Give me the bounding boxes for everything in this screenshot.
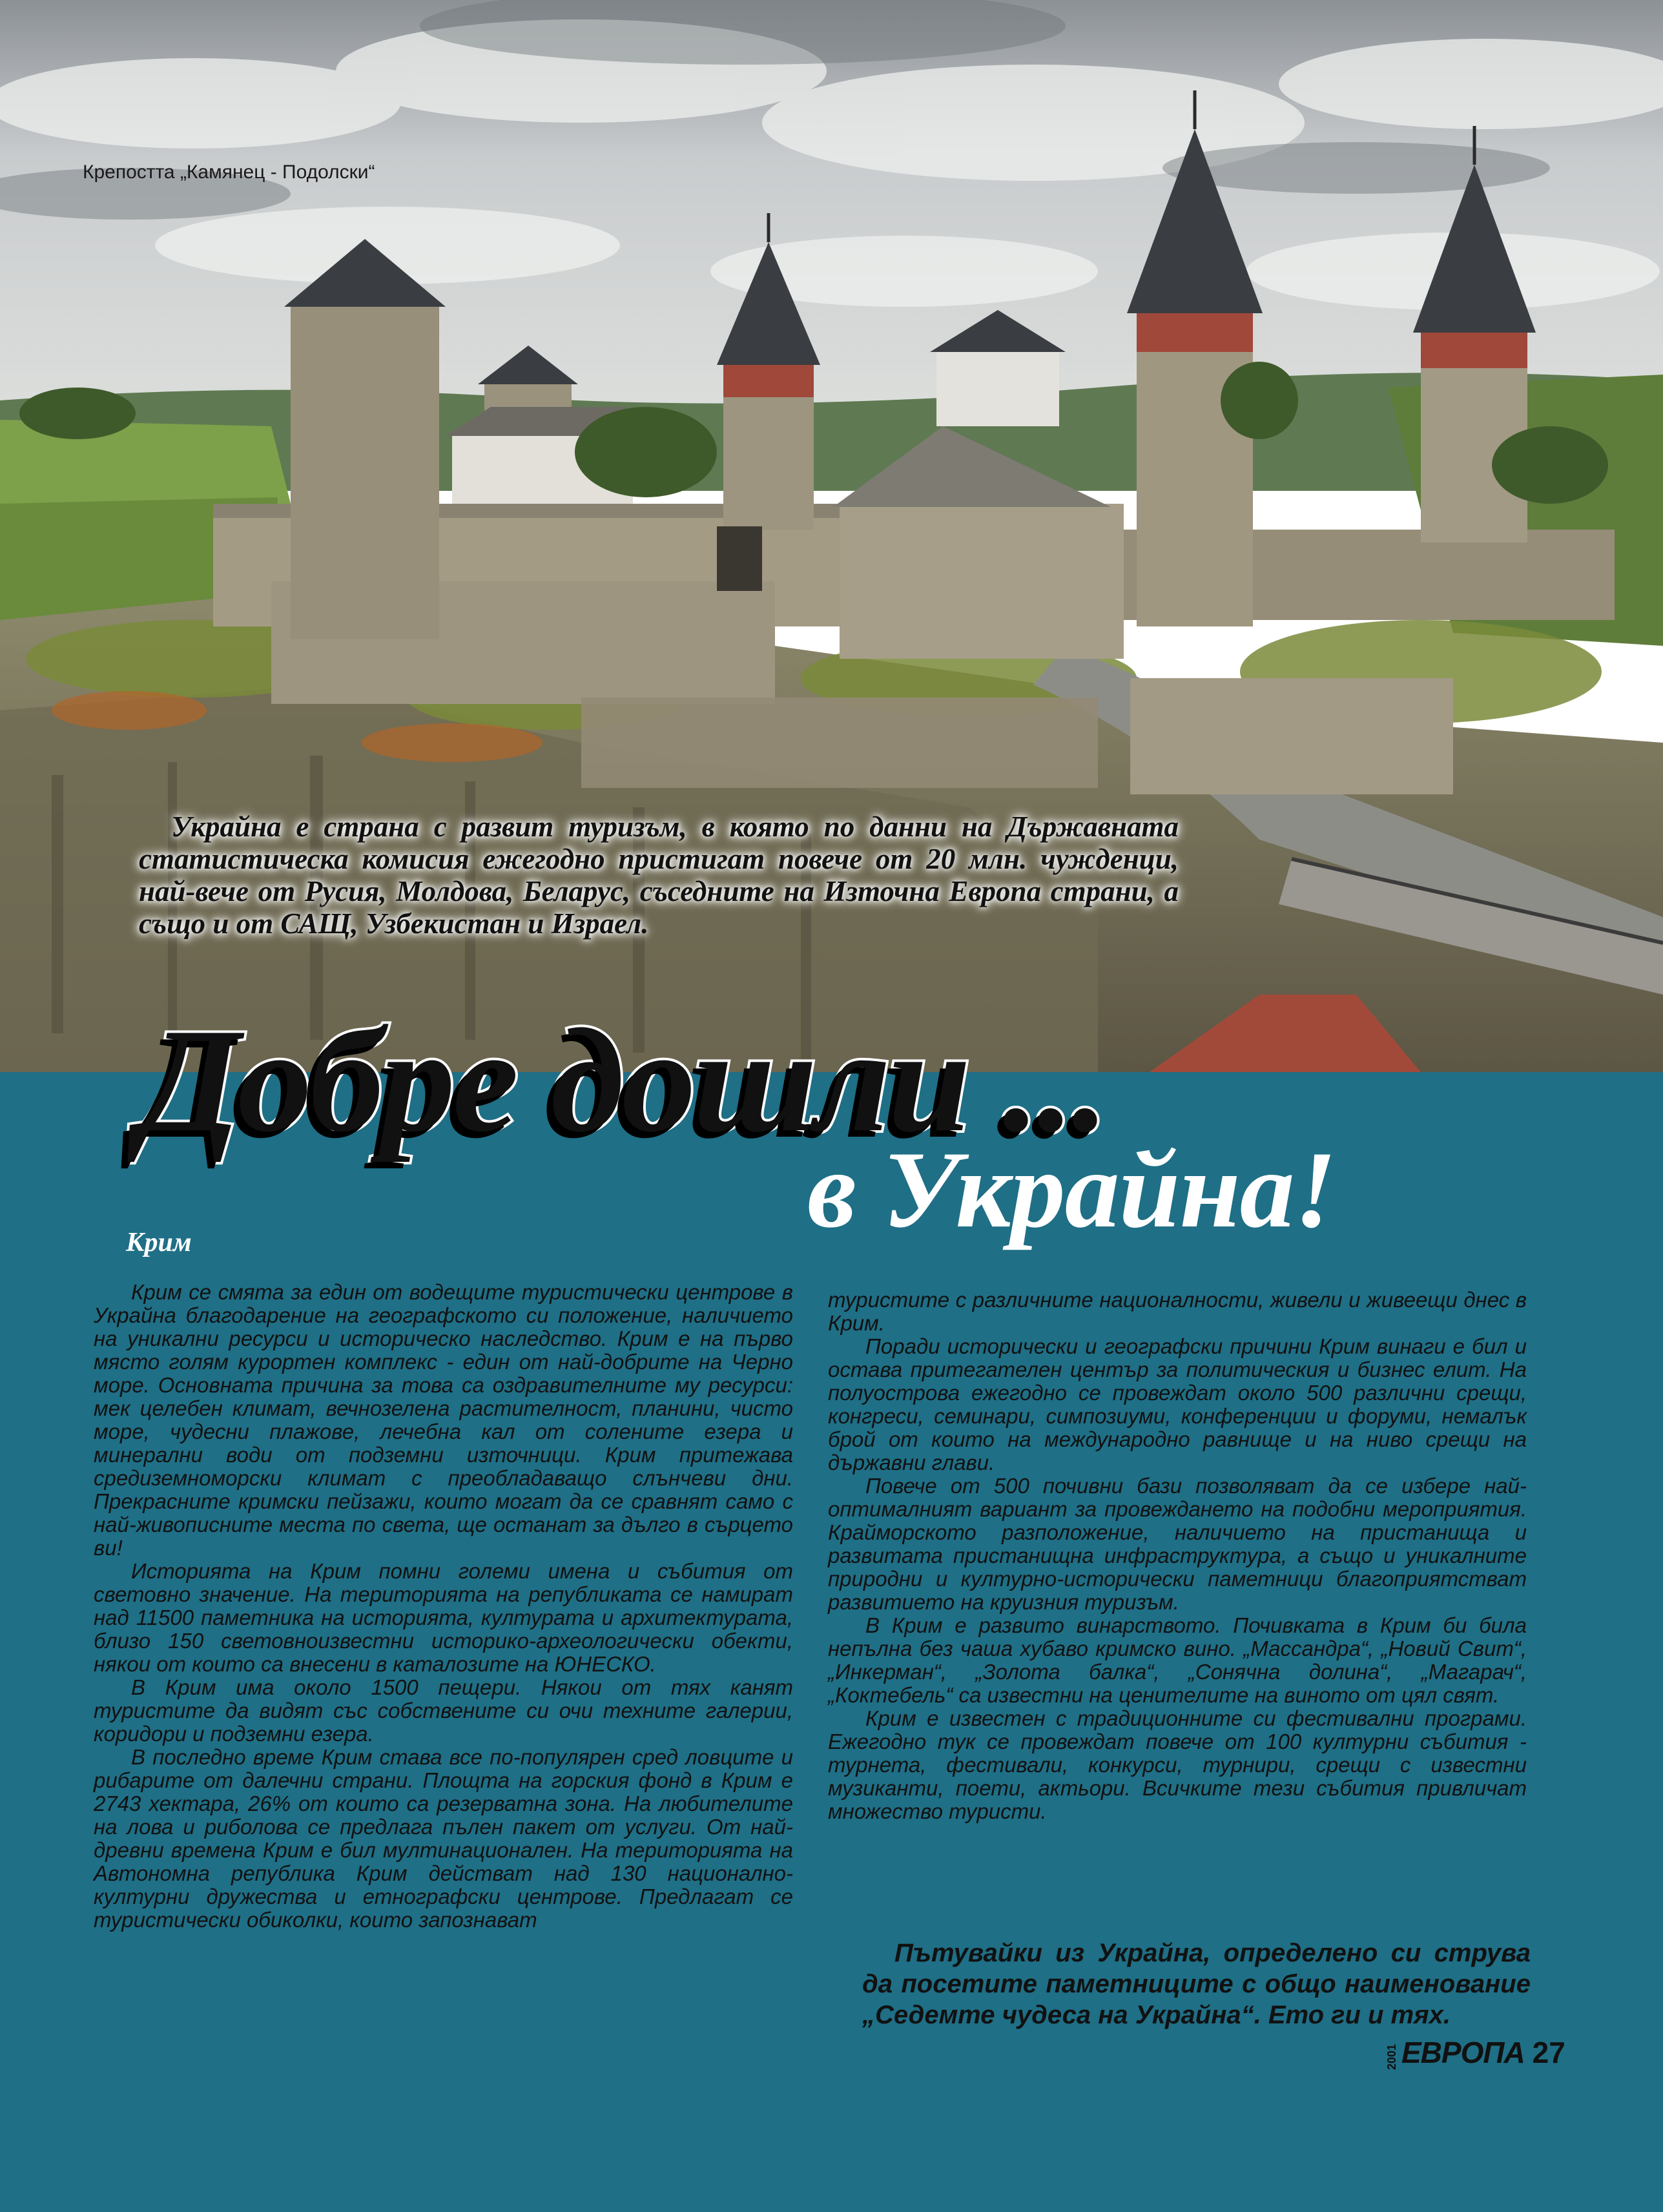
paragraph: Историята на Крим помни големи имена и събития от световно значение. На територията на републиката се намират над 11500 паметника на историята, културата и архитектурата, близо 150 световноизвестни историко-археологически обекти, някои от които са внесени в каталозите на ЮНЕСКО. bbox=[94, 1559, 793, 1676]
photo-caption: Крепостта „Камянец - Подолски“ bbox=[83, 161, 375, 183]
paragraph: Повече от 500 почивни бази позволяват да се избере най-оптималният вариант за провеждането на подобни мероприятия. Крайморското разположение, наличието на пристанища и развитата пристанищна инфраструктура, а също и уникалните природни и културно-исторически паметници благоприятстват развитието на круизния туризъм. bbox=[828, 1474, 1527, 1614]
lead-text: Украйна е страна с развит туризъм, в която по данни на Държавната статистическа комисия ежегодно пристигат повече от 20 млн. чужденци, най-вече от Русия, Молдова, Беларус, съседните на Източна Европа страни, а също и от САЩ, Узбекистан и Израел. bbox=[139, 811, 1179, 940]
paragraph: В последно време Крим става все по-популярен сред ловците и рибарите от далечни страни. Площта на горския фонд в Крим е 2743 хектара, 26% от които са резерватна зона. На любителите на лова и риболова се предлага пълен пакет от услуги. От най-древни времена Крим е бил мултинационален. На територията на Автономна република Крим действат над 130 национално-културни дружества и етнографски центрове. Предлагат се туристически обиколки, които запознават bbox=[94, 1745, 793, 1932]
page-number: 27 bbox=[1532, 2036, 1565, 2069]
closing-paragraph bbox=[862, 1938, 1531, 2031]
paragraph: Крим се смята за един от водещите туристически центрове в Украйна благодарение на географското си положение, наличието на уникални ресурси и историческо наследство. Крим е на първо място голям курортен комплекс - един от най-добрите на Черно море. Основната причина за това са оздравителните му ресурси: мек целебен климат, вечнозелена растителност, планини, чисто море, чудесни плажове, лечебна кал от солените езера и минерални води от подземни източници. Крим притежава средиземноморски климат с преобладаващо слънчеви дни. Прекрасните кримски пейзажи, които могат да се сравнят само с най-живописните места по света, ще останат за дълго в сърцето ви! bbox=[94, 1280, 793, 1560]
lead-paragraph bbox=[139, 811, 1179, 940]
paragraph-continued: туристите с различните националности, живели и живеещи днес в Крим. bbox=[828, 1288, 1527, 1335]
magazine-year: 2001 bbox=[1385, 2043, 1398, 2070]
closing-text: Пътувайки из Украйна, определено си струва да посетите паметниците с общо наименование „Седемте чудеса на Украйна“. Ето ги и тях. bbox=[862, 1939, 1531, 2029]
paragraph: В Крим има около 1500 пещери. Някои от тях канят туристите да видят със собствените си очи техните галерии, коридори и подземни езера. bbox=[94, 1675, 793, 1746]
title-line-2: в Украйна! bbox=[807, 1129, 1336, 1250]
paragraph: В Крим е развито винарството. Почивката в Крим би била непълна без чаша хубаво кримско вино. „Массандра“, „Новий Свит“, „Инкерман“, „Золота балка“, „Сонячна долина“, „Магарач“, „Коктебель“ са известни на ценителите на виното от цял свят. bbox=[828, 1613, 1527, 1707]
paragraph: Крим е известен с традиционните си фестивални програми. Ежегодно тук се провеждат повече от 100 културни събития - турнета, фестивали, конкурси, турнири, срещи с известни музиканти, поети, актьори. Всичките тези събития привличат множество туристи. bbox=[828, 1706, 1527, 1823]
title-line-1: Добре дошли ... bbox=[139, 998, 1107, 1163]
paragraph: Поради исторически и географски причини Крим винаги е бил и остава притегателен център за политическия и бизнес елит. На полуострова ежегодно се провеждат около 500 различни срещи, конгреси, семинари, симпозиуми, конференции и форуми, немалък брой от които на международно равнище и на ниво срещи на държавни глави. bbox=[828, 1334, 1527, 1474]
page-footer bbox=[1385, 2031, 1565, 2070]
text-column-2 bbox=[828, 1288, 1527, 1823]
section-heading: Крим bbox=[126, 1228, 192, 1257]
magazine-name: ЕВРОПА bbox=[1401, 2036, 1525, 2069]
text-column-1 bbox=[94, 1281, 793, 1932]
